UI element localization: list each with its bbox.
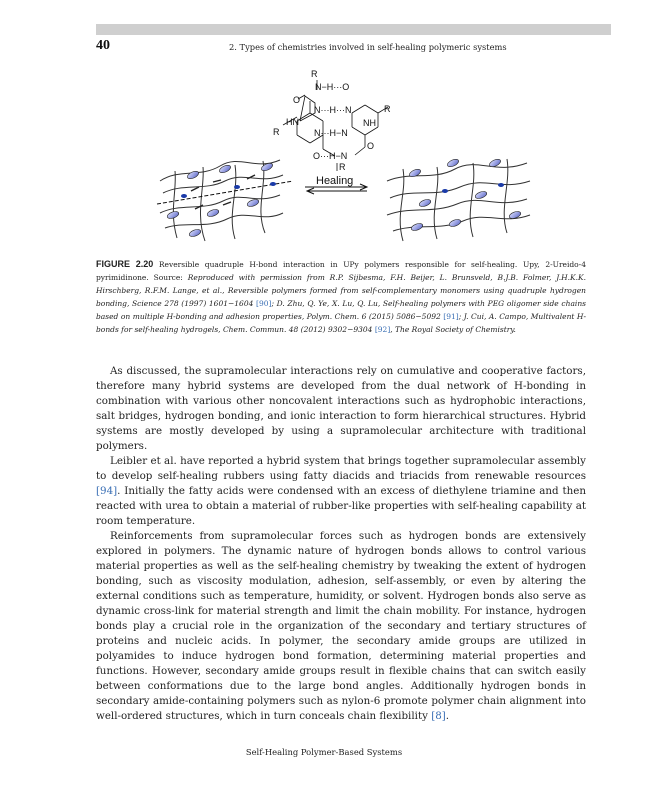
bond-n-h-n-lower: N···H−N	[314, 128, 348, 138]
ref-94-link[interactable]: [94]	[96, 485, 118, 497]
atom-o-left: O	[293, 95, 301, 105]
caption-source-2: ; D. Zhu, Q. Ye, X. Lu, Q. Lu, Self-healing polymers with PEG oligomer side chains based on multiple H-bonding and adhesion properties, Polym. Chem. 6 (2015) 5086−5092	[96, 299, 586, 321]
caption-ref-90[interactable]: [90]	[256, 299, 272, 308]
caption-source-4: , The Royal Society of Chemistry.	[390, 325, 516, 334]
paragraph-1: As discussed, the supramolecular interactions rely on cumulative and cooperative factors, therefore many hybrid systems are developed from the dual network of H-bonding in combination with various other noncovalent interactions such as hydrophobic interactions, salt bridges, hydrogen bonding, and ionic interaction to form hierarchical structures. Hybrid systems are mostly developed by using a supramolecular architecture with traditional polymers.	[96, 365, 586, 452]
healing-label: Healing	[316, 175, 354, 187]
healing-arrow	[305, 175, 367, 194]
atom-nh: NH	[363, 118, 376, 128]
caption-label: FIGURE 2.20	[96, 259, 154, 269]
atom-hn: HN	[286, 117, 299, 127]
paragraph-3	[96, 529, 586, 724]
atom-r-bottom: R	[339, 162, 346, 172]
bond-n-h-n: N···H···N	[314, 105, 352, 115]
caption-source-1: Reproduced with permission from R.P. Sijbesma, F.H. Beijer, L. Brunsveld, B.J.B. Folmer, J.H.K.K. Hirschberg, R.F.M. Lange, et al., Reversible polymers formed from self-complementary monomers using quadruple hydrogen bonding, Science 278 (1997) 1601−1604	[96, 273, 587, 308]
figure-upy-healing	[155, 63, 555, 244]
atom-r-right: R	[384, 104, 391, 114]
paragraph-2-part-a: Leibler et al. have reported a hybrid system that brings together supramolecular assembly to develop self-healing rubbers using fatty diacids and triacids from renewable resources	[96, 455, 586, 482]
ref-8-link[interactable]: [8]	[431, 710, 446, 722]
paragraph-2	[96, 454, 586, 529]
paragraph-3-part-a: Reinforcements from supramolecular forces such as hydrogen bonds are extensively explored in polymers. The dynamic nature of hydrogen bonds allows to control various material properties as well as the self-healing chemistry by tweaking the extent of hydrogen bonding, such as viscosity modulation, adhesion, self-assembly, or even by altering the external conditions such as temperature, humidity, or solvent. Hydrogen bonds also serve as dynamic cross-link for material strength and limit the chain mobility. For instance, hydrogen bonds play a crucial role in the organization of the secondary and tertiary structures of proteins and nucleic acids. In polymer, the secondary amide groups are utilized in polyamides to induce hydrogen bond formation, determining material properties and functions. However, secondary amide groups result in flexible chains that can switch easily between conformations due to the large bond angles. Additionally hydrogen bonds in secondary amide-containing polymers such as nylon-6 promote polymer chain alignment into well-ordered structures, which in turn conceals chain flexibility	[96, 530, 586, 722]
atom-r-left: R	[273, 127, 280, 137]
caption-ref-91[interactable]: [91]	[443, 312, 459, 321]
caption-text: Reversible quadruple H-bond interaction in UPy polymers responsible for self-healing. Upy, 2-Ureido-4 pyrimidinone. Source:	[96, 260, 586, 282]
upy-dimer-structure	[273, 69, 391, 172]
caption-ref-92[interactable]: [92]	[374, 325, 391, 334]
figure-caption	[96, 258, 586, 336]
caption-source-3: ; J. Cui, A. Campo, Multivalent H-bonds for self-healing hydrogels, Chem. Commun. 48 (2012) 9302−9304	[96, 312, 587, 334]
bond-o-h-n: O···H−N	[313, 151, 348, 161]
paragraph-3-part-b: .	[445, 710, 450, 722]
running-head: 2. Types of chemistries involved in self-healing polymeric systems	[229, 42, 507, 52]
header-bar	[96, 24, 611, 35]
network-healed	[387, 159, 530, 241]
body-text	[96, 364, 586, 724]
atom-o-right: O	[367, 141, 375, 151]
bond-n-h-o: N−H···O	[315, 82, 350, 92]
page-number: 40	[96, 38, 110, 53]
page-footer: Self-Healing Polymer-Based Systems	[245, 747, 403, 757]
atom-r-top: R	[311, 69, 318, 79]
paragraph-2-part-b: . Initially the fatty acids were condensed with an excess of diethylene triamine and then reacted with urea to obtain a material of rubber-like properties with self-healing capability at room temperature.	[96, 485, 586, 527]
